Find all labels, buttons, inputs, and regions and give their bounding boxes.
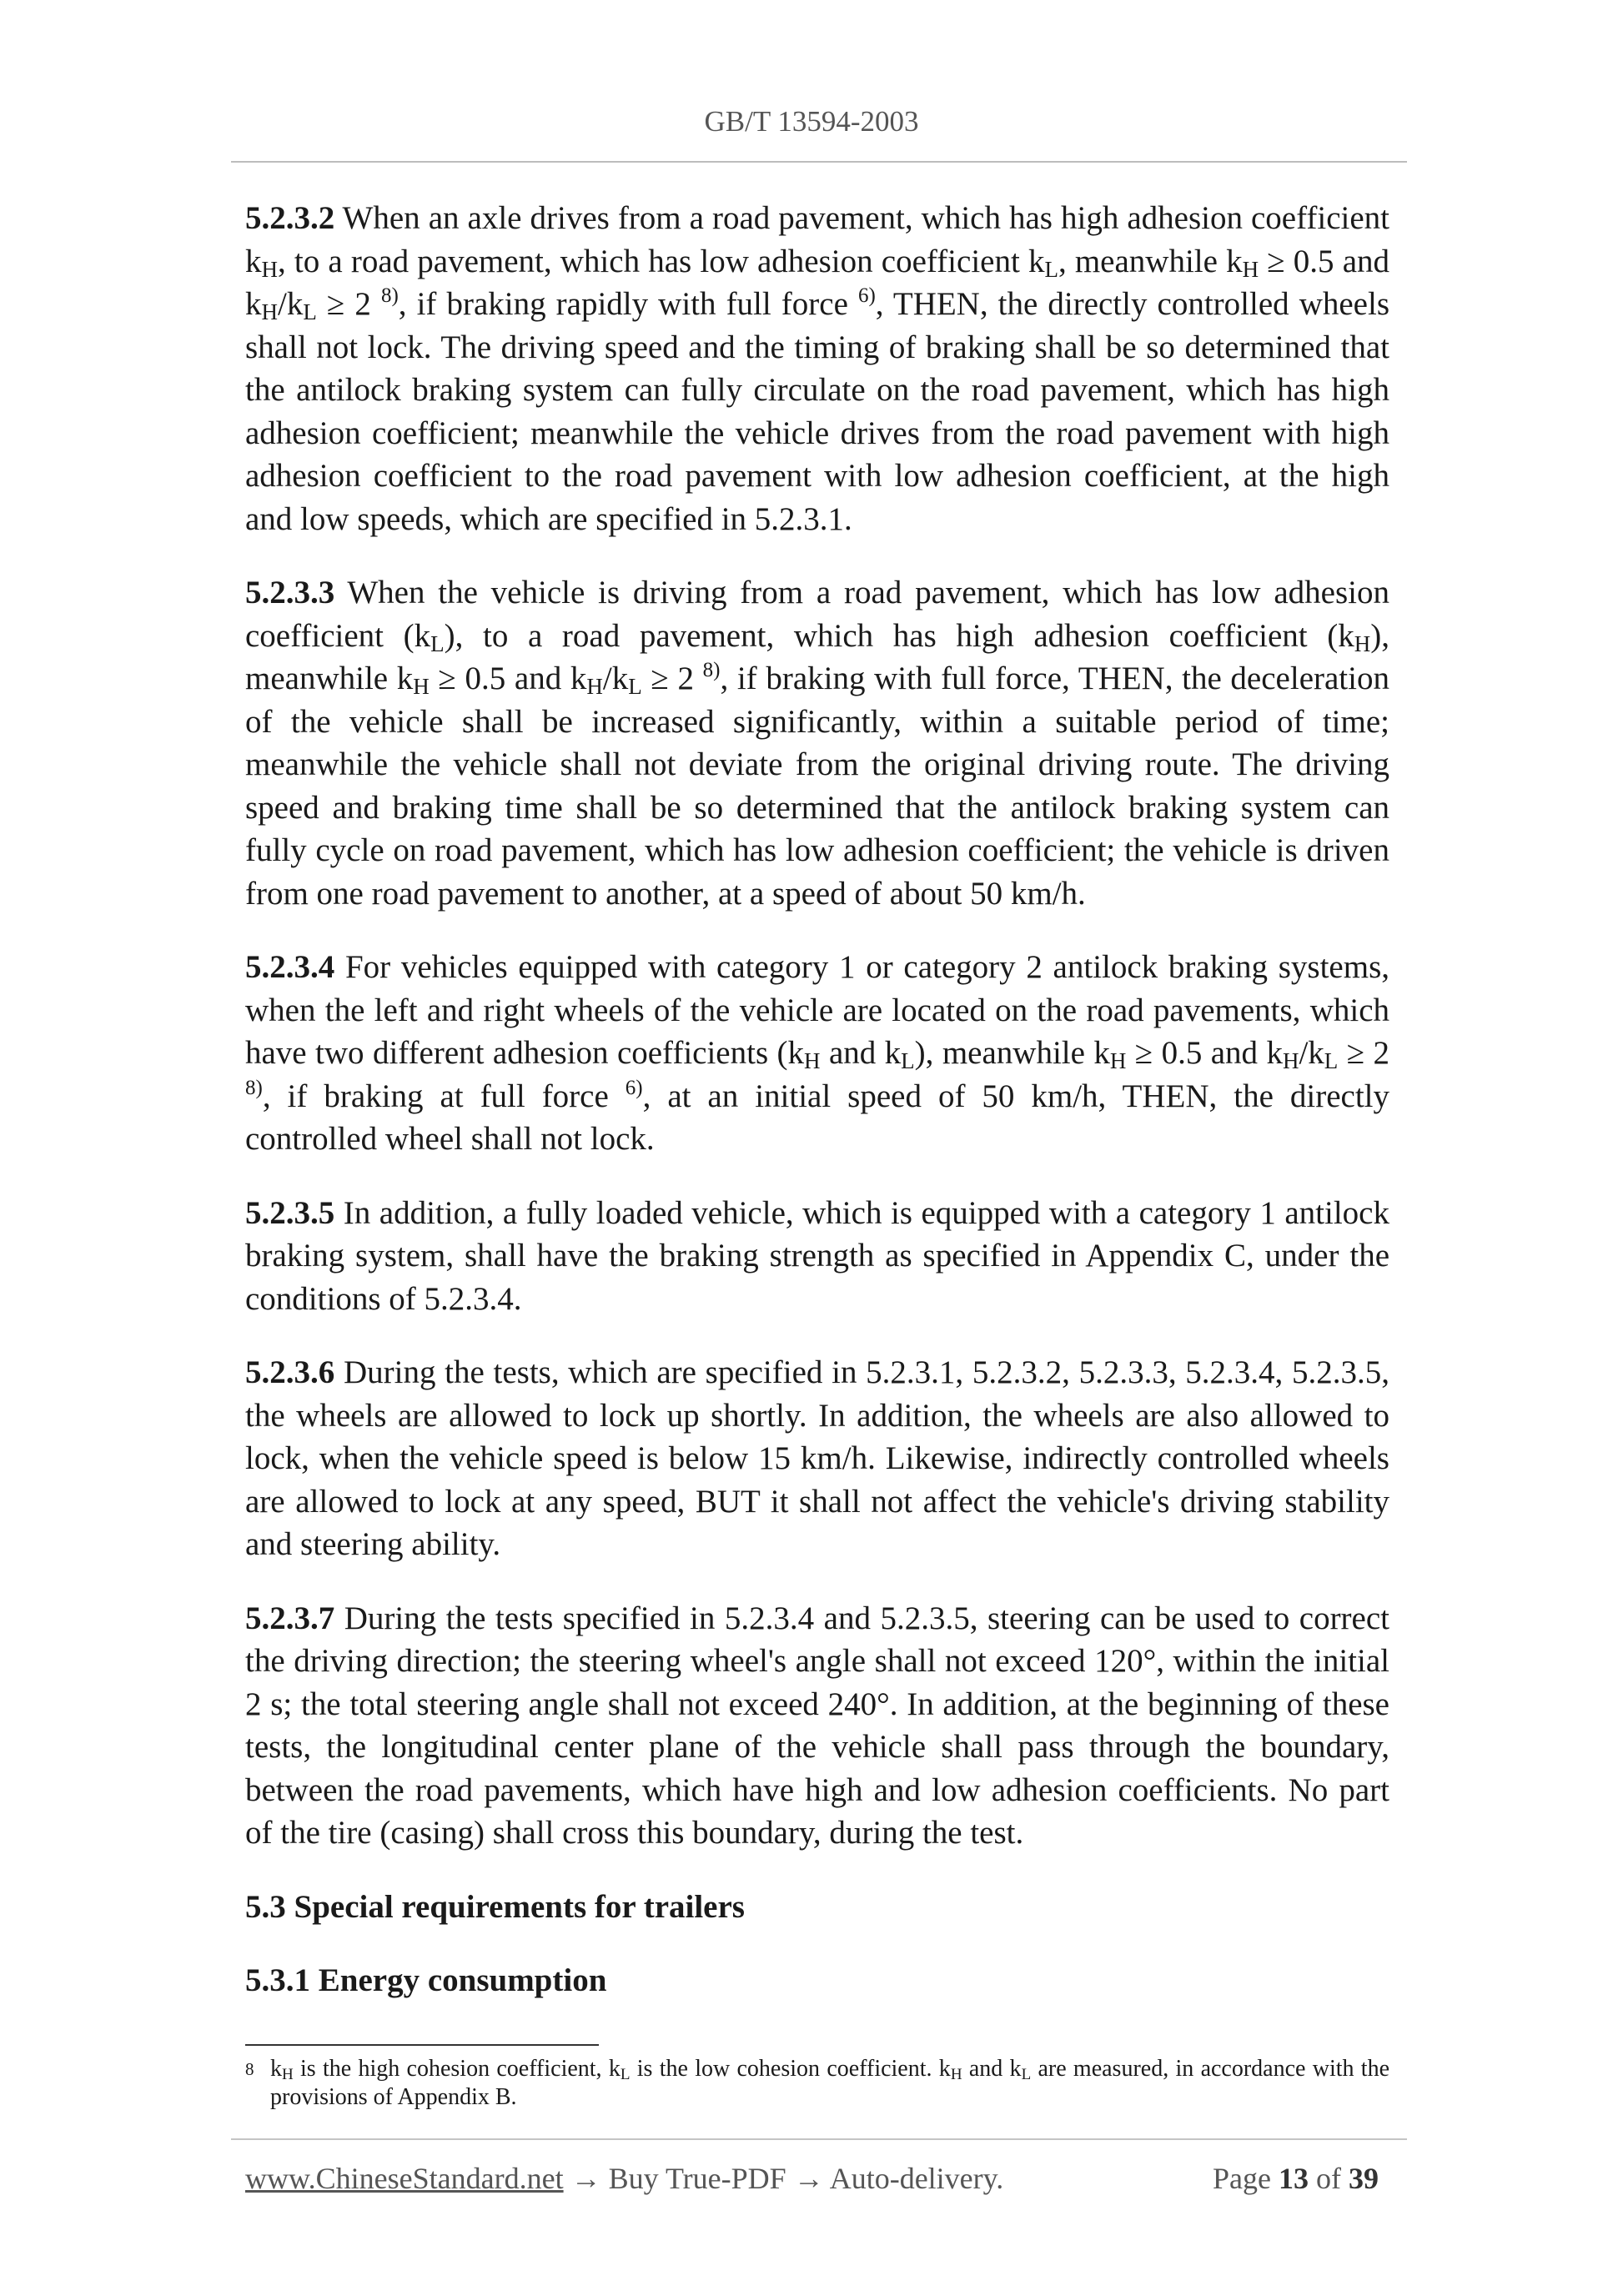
subscript: L xyxy=(620,2066,631,2083)
clause-text: /k xyxy=(278,286,304,322)
clause-text: , meanwhile k xyxy=(1058,243,1243,279)
footnote-8 xyxy=(245,2055,1389,2112)
subscript: H xyxy=(261,299,278,324)
footnote-reference: 8) xyxy=(245,1076,263,1099)
clause-text: ≥ 2 xyxy=(1338,1035,1390,1071)
clause-number: 5.2.3.7 xyxy=(245,1600,335,1636)
arrow-right-icon: → xyxy=(563,2162,609,2195)
footnote-reference: 6) xyxy=(625,1076,643,1099)
page-indicator xyxy=(1213,2161,1379,2196)
site-link[interactable]: www.ChineseStandard.net xyxy=(245,2162,564,2195)
clause-text: and k xyxy=(820,1035,902,1071)
clause-text: , at an initial speed of 50 km/h, THEN, the directly controlled wheel shall not lock. xyxy=(245,1078,1389,1157)
subscript: H xyxy=(1282,1048,1299,1073)
buy-pdf-text: Buy True-PDF xyxy=(608,2162,786,2195)
subscript: H xyxy=(1109,1048,1127,1073)
subscript: H xyxy=(282,2066,294,2083)
arrow-right-icon: → xyxy=(786,2162,830,2195)
clause-5-2-3-5 xyxy=(245,1192,1389,1321)
subscript: H xyxy=(413,674,430,699)
subscript: L xyxy=(1324,1048,1339,1073)
footnote-reference: 8) xyxy=(380,284,399,307)
footnote-segment: is the high cohesion coefficient, k xyxy=(293,2056,621,2082)
clause-text: When the vehicle is driving from a road pavement, which has low adhesion coefficient (k xyxy=(245,575,1389,654)
subscript: L xyxy=(1044,256,1058,282)
footnote-segment: k xyxy=(270,2056,282,2082)
subscript: H xyxy=(586,674,603,699)
clause-text: ), meanwhile k xyxy=(914,1035,1110,1071)
section-heading-5-3-1: 5.3.1 Energy consumption xyxy=(245,1962,607,1998)
clause-text: When an axle drives from a road pavement, which has high adhesion coefficient k xyxy=(245,200,1389,279)
clause-text: , if braking at full force xyxy=(262,1078,626,1114)
clause-number: 5.2.3.6 xyxy=(245,1354,335,1390)
footnote-segment: and k xyxy=(962,2056,1022,2082)
clause-text: During the tests, which are specified in 5.2.3.1, 5.2.3.2, 5.2.3.3, 5.2.3.4, 5.2.3.5, the wheels are allowed to lock up shortly. In addition, the wheels are also allowed to lock, when the vehicle speed is below 15 km/h. Likewise, indirectly controlled wheels are allowed to lock at any speed, BUT it shall not affect the vehicle's driving stability and steering ability. xyxy=(245,1354,1389,1562)
page-label: Page xyxy=(1213,2162,1279,2195)
subscript: L xyxy=(430,631,445,656)
clause-5-2-3-7 xyxy=(245,1597,1389,1855)
subscript: H xyxy=(950,2066,962,2083)
clause-number: 5.2.3.4 xyxy=(245,949,335,985)
current-page-number: 13 xyxy=(1279,2162,1309,2195)
clause-number: 5.2.3.3 xyxy=(245,575,335,610)
document-header: GB/T 13594-2003 xyxy=(704,105,919,138)
footnote-divider xyxy=(245,2044,599,2046)
footnote-reference: 6) xyxy=(857,284,876,307)
footer-divider xyxy=(231,2138,1407,2140)
clause-text: For vehicles equipped with category 1 or category 2 antilock braking systems, when the left and right wheels of the vehicle are located on the road pavements, which have two different adhesion coefficients (k xyxy=(245,949,1389,1071)
footnote-segment: is the low cohesion coefficient. k xyxy=(630,2056,951,2082)
clause-text: ≥ 0.5 and k xyxy=(429,661,587,696)
clause-text: ), meanwhile k xyxy=(245,617,1389,696)
subscript: H xyxy=(804,1048,821,1073)
clause-5-2-3-6 xyxy=(245,1351,1389,1566)
clause-text: ≥ 0.5 and k xyxy=(1126,1035,1283,1071)
document-body xyxy=(245,197,1389,2033)
clause-text: ≥ 2 xyxy=(316,286,381,322)
footer-links xyxy=(245,2161,1003,2196)
clause-text: During the tests specified in 5.2.3.4 and 5.2.3.5, steering can be used to correct the driving direction; the steering wheel's angle shall not exceed 120°, within the initial 2 s; the total steering angle shall not exceed 240°. In addition, at the beginning of these tests, the longitudinal center plane of the vehicle shall pass through the boundary, between the road pavements, which have high and low adhesion coefficients. No part of the tire (casing) shall cross this boundary, during the test. xyxy=(245,1600,1389,1851)
of-label: of xyxy=(1309,2162,1349,2195)
subscript: H xyxy=(1354,631,1371,656)
subscript: L xyxy=(628,674,642,699)
subscript: L xyxy=(303,299,317,324)
clause-text: ), to a road pavement, which has high adhesion coefficient (k xyxy=(444,617,1354,654)
clause-text: , to a road pavement, which has low adhesion coefficient k xyxy=(278,243,1045,279)
subscript: L xyxy=(1021,2066,1032,2083)
clause-number: 5.2.3.2 xyxy=(245,200,335,236)
auto-delivery-text: Auto-delivery. xyxy=(829,2162,1004,2195)
footnote-segment: are measured, in accordance with the provisions of Appendix B. xyxy=(270,2056,1390,2110)
clause-text: In addition, a fully loaded vehicle, which is equipped with a category 1 antilock braking system, shall have the braking strength as specified in Appendix C, under the conditions of 5.2.3.4. xyxy=(245,1194,1389,1317)
clause-text: , THEN, the directly controlled wheels shall not lock. The driving speed and the timing of braking shall be so determined that the antilock braking system can fully circulate on the road pavement, which has high adhesion coefficient; meanwhile the vehicle drives from the road pavement with high adhesion coefficient to the road pavement with low adhesion coefficient, at the high and low speeds, which are specified in 5.2.3.1. xyxy=(245,286,1389,537)
clause-text: ≥ 2 xyxy=(641,661,703,696)
subscript: L xyxy=(901,1048,915,1073)
header-divider xyxy=(231,161,1407,163)
subscript: H xyxy=(261,256,278,282)
clause-5-2-3-2 xyxy=(245,197,1389,540)
clause-number: 5.2.3.5 xyxy=(245,1194,335,1231)
clause-text: ≥ 0.5 and k xyxy=(245,243,1390,322)
clause-text: /k xyxy=(602,661,629,696)
subscript: H xyxy=(1242,256,1259,282)
clause-text: , if braking rapidly with full force xyxy=(398,286,858,322)
footnote-number: 8 xyxy=(245,2059,254,2079)
total-pages-number: 39 xyxy=(1349,2162,1379,2195)
clause-5-2-3-3 xyxy=(245,571,1389,915)
footnote-text xyxy=(245,2055,1389,2112)
clause-text: , if braking with full force, THEN, the deceleration of the vehicle shall be increased significantly, within a suitable period of time; meanwhile the vehicle shall not deviate from the original driving route. The driving speed and braking time shall be so determined that the antilock braking system can fully cycle on road pavement, which has low adhesion coefficient; the vehicle is driven from one road pavement to another, at a speed of about 50 km/h. xyxy=(245,661,1389,912)
footnote-reference: 8) xyxy=(702,659,721,681)
clause-5-2-3-4 xyxy=(245,946,1389,1161)
clause-text: /k xyxy=(1299,1035,1324,1071)
section-heading-5-3: 5.3 Special requirements for trailers xyxy=(245,1888,745,1925)
